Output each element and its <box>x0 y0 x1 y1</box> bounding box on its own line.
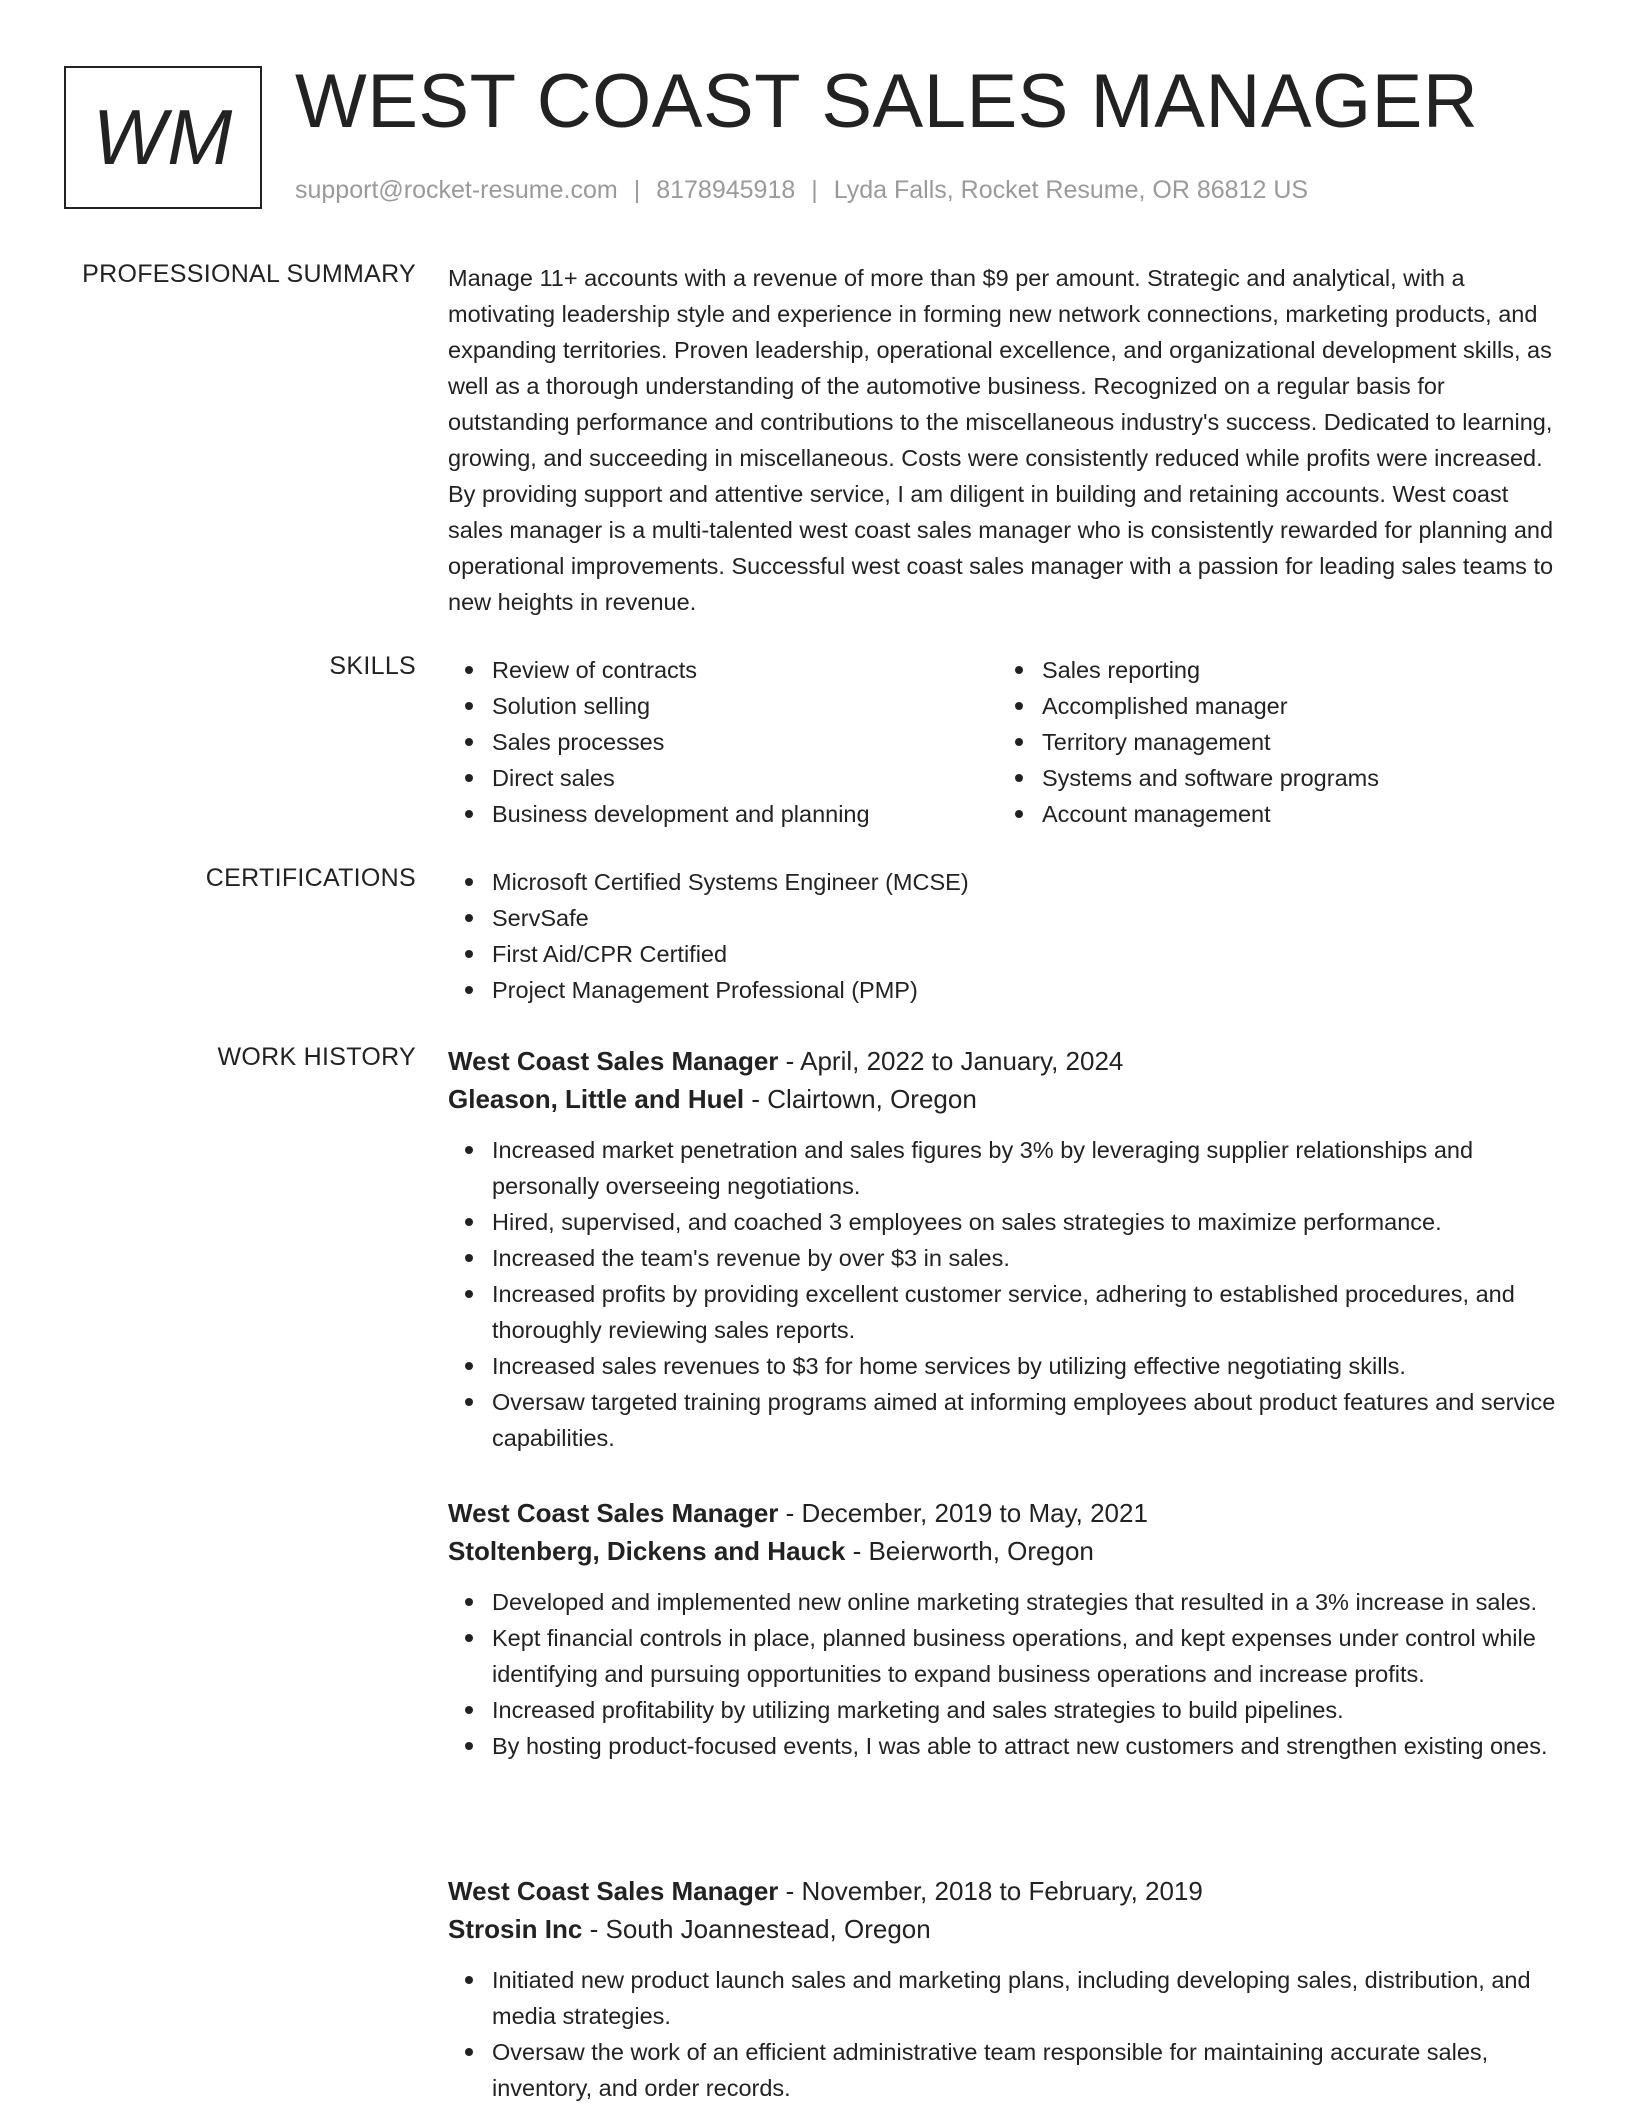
job-bullet: By hosting product-focused events, I was able to attract new customers and strengthen existing ones. <box>448 1728 1568 1764</box>
job-bullet: Oversaw targeted training programs aimed at informing employees about product features and service capabilities. <box>448 1384 1568 1456</box>
contact-phone: 8178945918 <box>656 176 796 204</box>
summary-heading: PROFESSIONAL SUMMARY <box>82 260 416 288</box>
skill-item: Review of contracts <box>448 652 998 688</box>
certifications-list <box>448 864 1568 1008</box>
skills-heading: SKILLS <box>329 652 416 680</box>
contact-email: support@rocket-resume.com <box>295 176 618 204</box>
job-location: - South Joannestead, Oregon <box>589 1914 931 1944</box>
job-company: Gleason, Little and Huel <box>448 1084 745 1114</box>
job-entry <box>448 1494 1568 1764</box>
job-bullet: Developed and implemented new online marketing strategies that resulted in a 3% increase in sales. <box>448 1584 1568 1620</box>
job-title: West Coast Sales Manager <box>448 1876 779 1906</box>
job-location: - Beierworth, Oregon <box>852 1536 1094 1566</box>
job-bullet: Increased the team's revenue by over $3 in sales. <box>448 1240 1568 1276</box>
skill-item: Business development and planning <box>448 796 998 832</box>
job-location: - Clairtown, Oregon <box>751 1084 977 1114</box>
skill-item: Systems and software programs <box>998 760 1548 796</box>
skill-item: Accomplished manager <box>998 688 1548 724</box>
job-bullet: Oversaw the work of an efficient administrative team responsible for maintaining accurate sales, inventory, and order records. <box>448 2034 1568 2106</box>
job-dates: - November, 2018 to February, 2019 <box>785 1876 1203 1906</box>
job-company-line <box>448 1910 1568 1948</box>
summary-text: Manage 11+ accounts with a revenue of more than $9 per amount. Strategic and analytical, with a motivating leadership style and experience in forming new network connections, marketing products, and expanding territories. Proven leadership, operational excellence, and organizational development skills, as well as a thorough understanding of the automotive business. Recognized on a regular basis for outstanding performance and contributions to the miscellaneous industry's success. Dedicated to learning, growing, and succeeding in miscellaneous. Costs were consistently reduced while profits were increased. By providing support and attentive service, I am diligent in building and retaining accounts. West coast sales manager is a multi-talented west coast sales manager who is consistently rewarded for planning and operational improvements. Successful west coast sales manager with a passion for leading sales teams to new heights in revenue. <box>448 265 1554 615</box>
job-bullet: Increased profits by providing excellent customer service, adhering to established procedures, and thoroughly reviewing sales reports. <box>448 1276 1568 1348</box>
certification-item: Microsoft Certified Systems Engineer (MCSE) <box>448 864 1568 900</box>
job-company: Strosin Inc <box>448 1914 583 1944</box>
job-bullets <box>448 1962 1568 2106</box>
skill-item: Direct sales <box>448 760 998 796</box>
skills-column-right <box>998 652 1548 832</box>
contact-address: Lyda Falls, Rocket Resume, OR 86812 US <box>833 176 1309 204</box>
job-entry <box>448 1872 1568 2106</box>
job-title-line <box>448 1872 1568 1910</box>
certification-item: Project Management Professional (PMP) <box>448 972 1568 1008</box>
job-company-line <box>448 1080 1568 1118</box>
skill-item: Solution selling <box>448 688 998 724</box>
job-entry <box>448 1042 1568 1456</box>
job-bullet: Kept financial controls in place, planned business operations, and kept expenses under control while identifying and pursuing opportunities to expand business operations and increase profits. <box>448 1620 1568 1692</box>
job-company-line <box>448 1532 1568 1570</box>
job-dates: - April, 2022 to January, 2024 <box>785 1046 1124 1076</box>
job-company: Stoltenberg, Dickens and Hauck <box>448 1536 846 1566</box>
job-dates: - December, 2019 to May, 2021 <box>785 1498 1148 1528</box>
job-bullets <box>448 1132 1568 1456</box>
job-bullet: Increased market penetration and sales figures by 3% by leveraging supplier relationships and personally overseeing negotiations. <box>448 1132 1568 1204</box>
contact-separator: | <box>633 176 641 204</box>
skills-column-left <box>448 652 998 832</box>
skill-item: Territory management <box>998 724 1548 760</box>
job-title: West Coast Sales Manager <box>448 1046 779 1076</box>
job-bullet: Hired, supervised, and coached 3 employees on sales strategies to maximize performance. <box>448 1204 1568 1240</box>
job-title-line <box>448 1042 1568 1080</box>
candidate-name: WEST COAST SALES MANAGER <box>295 59 1479 144</box>
job-bullet: Increased profitability by utilizing marketing and sales strategies to build pipelines. <box>448 1692 1568 1728</box>
contact-separator: | <box>811 176 818 204</box>
monogram-box <box>64 66 262 209</box>
contact-line <box>295 176 1308 205</box>
skill-item: Sales reporting <box>998 652 1548 688</box>
job-bullets <box>448 1584 1568 1764</box>
work-history-heading: WORK HISTORY <box>217 1043 416 1071</box>
monogram-initials: WM <box>92 93 234 181</box>
skill-item: Sales processes <box>448 724 998 760</box>
certification-item: ServSafe <box>448 900 1568 936</box>
job-title-line <box>448 1494 1568 1532</box>
certification-item: First Aid/CPR Certified <box>448 936 1568 972</box>
skills-list <box>448 652 1568 832</box>
skill-item: Account management <box>998 796 1548 832</box>
job-bullet: Initiated new product launch sales and marketing plans, including developing sales, distribution, and media strategies. <box>448 1962 1568 2034</box>
certifications-heading: CERTIFICATIONS <box>205 864 416 892</box>
job-title: West Coast Sales Manager <box>448 1498 779 1528</box>
job-bullet: Increased sales revenues to $3 for home services by utilizing effective negotiating skills. <box>448 1348 1568 1384</box>
